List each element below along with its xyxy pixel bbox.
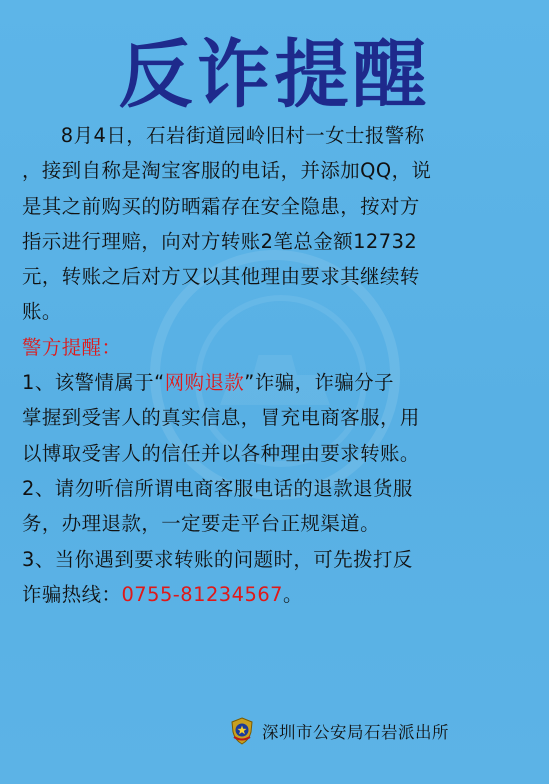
fraud-type-highlight: 网购退款 [164,371,245,395]
reminder-line [22,577,530,612]
reminder-line: 2、请勿听信所谓电商客服电话的退款退货服 [22,476,413,500]
issuer-footer [230,714,449,748]
reminder-text: 1、该警情属于“ [22,371,165,395]
hotline-number: 0755-81234567 [121,582,283,606]
report-line: ，接到自称是淘宝客服的电话，并添加QQ，说 [22,159,432,183]
report-line: 8月4日，石岩街道园岭旧村一女士报警称 [60,124,425,147]
reminder-line: 3、当你遇到要求转账的问题时，可先拨打反 [22,547,413,571]
reminder-line: 务，办理退款，一定要走平台正规渠道。 [22,512,381,536]
report-line: 指示进行理赔，向对方转账2笔总金额12732 [22,229,418,253]
report-line: 是其之前购买的防晒霜存在安全隐患，按对方 [22,194,420,218]
reminder-text: 。 [283,582,303,606]
reminder-item-2 [22,471,530,542]
police-reminder-heading: 警方提醒： [22,335,122,359]
report-line: 元，转账之后对方又以其他理由要求其继续转 [22,265,420,289]
poster-title: 反诈提醒 [118,32,431,118]
reminder-item-3 [22,542,530,613]
police-badge-icon [230,717,254,745]
poster-body [22,118,530,612]
reminder-item-1 [22,365,530,471]
reminder-text: ”诈骗，诈骗分子 [244,371,395,395]
issuer-name: 深圳市公安局石岩派出所 [262,723,449,742]
incident-report [22,118,530,330]
reminder-line [22,365,530,400]
reminder-line: 掌握到受害人的真实信息，冒充电商客服，用 [22,406,420,430]
report-line: 账。 [22,300,62,324]
reminder-text: 诈骗热线： [22,582,122,606]
reminder-line: 以博取受害人的信任并以各种理由要求转账。 [22,441,420,465]
